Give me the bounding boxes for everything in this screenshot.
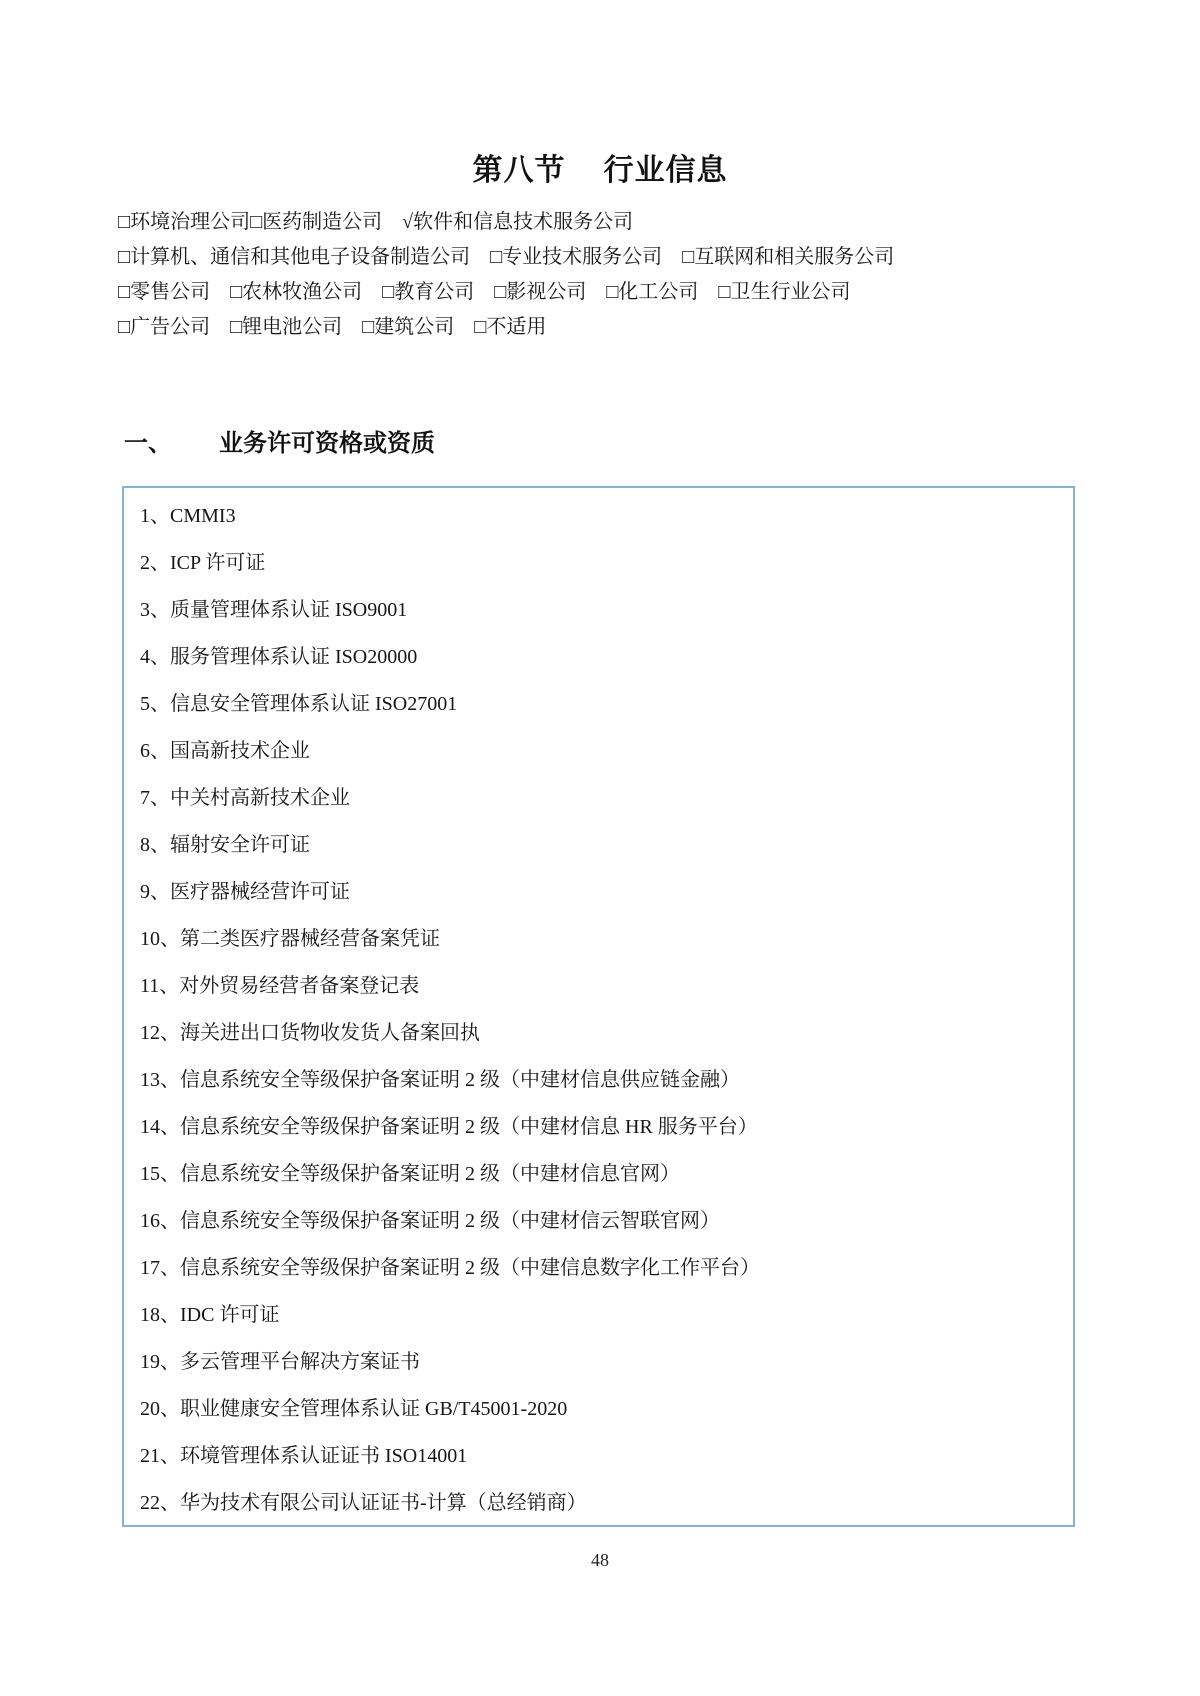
industry-checkbox-line: □计算机、通信和其他电子设备制造公司 □专业技术服务公司 □互联网和相关服务公司 — [118, 246, 895, 268]
license-list-item: 9、医疗器械经营许可证 — [140, 881, 350, 903]
license-list-item: 10、第二类医疗器械经营备案凭证 — [140, 928, 440, 950]
subsection-heading — [124, 429, 435, 459]
chapter-number: 第八节 — [472, 154, 566, 187]
license-list-item: 7、中关村高新技术企业 — [140, 787, 350, 809]
license-list-item: 12、海关进出口货物收发货人备案回执 — [140, 1022, 480, 1044]
license-list-item: 4、服务管理体系认证 ISO20000 — [140, 646, 418, 668]
license-list-item: 20、职业健康安全管理体系认证 GB/T45001-2020 — [140, 1398, 568, 1420]
industry-checkbox-line: □环境治理公司□医药制造公司 √软件和信息技术服务公司 — [118, 211, 634, 233]
license-list-item: 2、ICP 许可证 — [140, 552, 266, 574]
license-list-item: 1、CMMI3 — [140, 505, 236, 527]
subsection-title: 业务许可资格或资质 — [219, 430, 435, 457]
license-list-item: 13、信息系统安全等级保护备案证明 2 级（中建材信息供应链金融） — [140, 1069, 740, 1091]
license-list-item: 3、质量管理体系认证 ISO9001 — [140, 599, 408, 621]
license-list-item: 6、国高新技术企业 — [140, 740, 310, 762]
chapter-title: 行业信息 — [603, 154, 728, 187]
license-list-box — [122, 486, 1075, 1527]
license-list-item: 19、多云管理平台解决方案证书 — [140, 1351, 420, 1373]
license-list-item: 14、信息系统安全等级保护备案证明 2 级（中建材信息 HR 服务平台） — [140, 1116, 758, 1138]
license-list-item: 17、信息系统安全等级保护备案证明 2 级（中建信息数字化工作平台） — [140, 1257, 760, 1279]
license-list-item: 18、IDC 许可证 — [140, 1304, 280, 1326]
license-list-item: 21、环境管理体系认证证书 ISO14001 — [140, 1445, 468, 1467]
industry-checkbox-line: □广告公司 □锂电池公司 □建筑公司 □不适用 — [118, 316, 547, 338]
industry-checkbox-line: □零售公司 □农林牧渔公司 □教育公司 □影视公司 □化工公司 □卫生行业公司 — [118, 281, 851, 303]
industry-checkbox-block — [118, 205, 1108, 345]
chapter-heading — [0, 153, 1200, 189]
license-list-item: 5、信息安全管理体系认证 ISO27001 — [140, 693, 458, 715]
license-list-item: 8、辐射安全许可证 — [140, 834, 310, 856]
license-list-item: 11、对外贸易经营者备案登记表 — [140, 975, 420, 997]
subsection-number: 一、 — [124, 430, 172, 457]
license-list-item: 15、信息系统安全等级保护备案证明 2 级（中建材信息官网） — [140, 1163, 680, 1185]
license-list-item: 16、信息系统安全等级保护备案证明 2 级（中建材信云智联官网） — [140, 1210, 720, 1232]
page-number: 48 — [591, 1550, 609, 1570]
license-list-item: 22、华为技术有限公司认证证书-计算（总经销商） — [140, 1492, 587, 1514]
